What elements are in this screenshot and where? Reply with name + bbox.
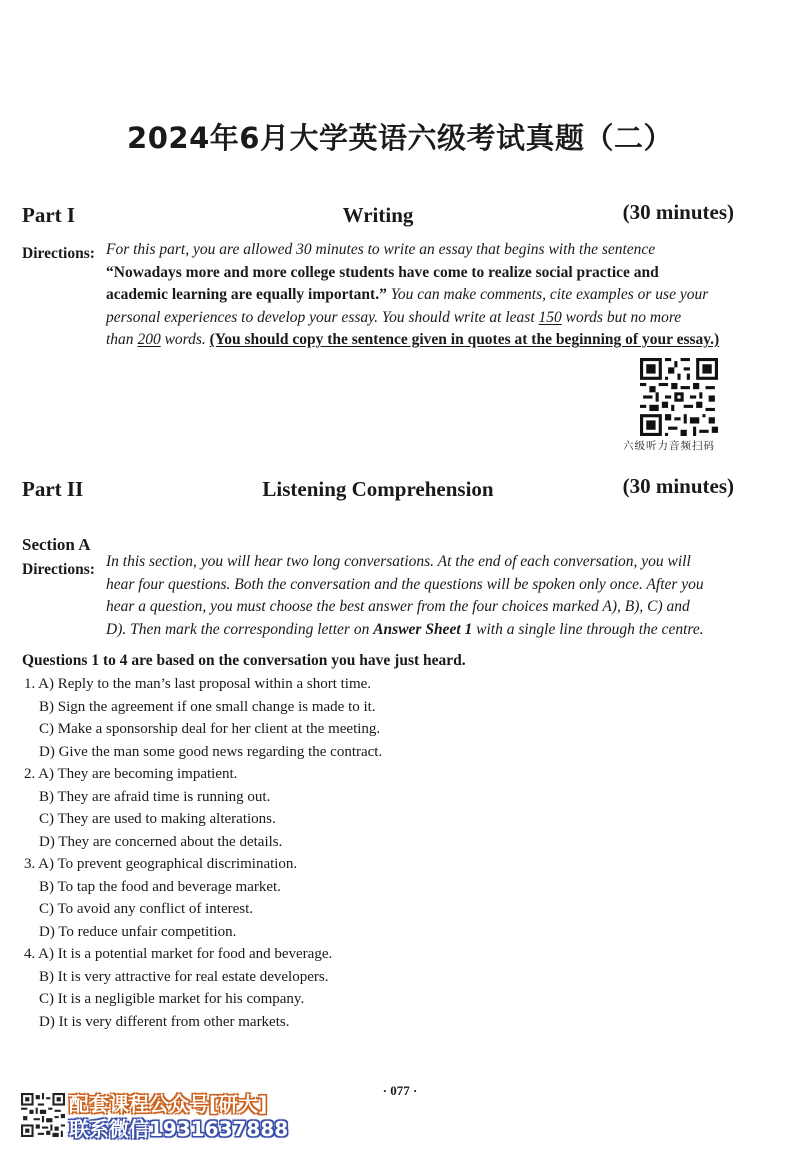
qr-caption: 六级听力音频扫码	[623, 440, 715, 452]
section-a-heading: Section A	[22, 535, 91, 554]
question-list	[24, 673, 724, 1033]
part2-time: (30 minutes)	[622, 474, 734, 498]
q1-option-d: D) Give the man some good news regarding the contract.	[39, 743, 383, 760]
watermark-line2: 联系微信1931637888	[69, 1117, 289, 1141]
q2-option-b: B) They are afraid time is running out.	[39, 788, 271, 805]
part1-dir-line2: “Nowadays more and more college students have come to realize social practice and	[106, 263, 659, 281]
q4-option-d: D) It is very different from other markets.	[39, 1013, 290, 1030]
q4-option-c: C) It is a negligible market for his company.	[39, 991, 305, 1007]
question-4	[24, 943, 724, 1033]
part1-name: Writing	[342, 203, 414, 227]
part1-header	[22, 200, 734, 233]
answer-sheet-ref: Answer Sheet 1	[373, 620, 473, 638]
min-words: 150	[538, 308, 562, 326]
question-3	[24, 853, 724, 943]
part2-header	[22, 474, 734, 507]
part1-dir-line3-bold: academic learning are equally important.”	[106, 286, 387, 303]
question-1	[24, 673, 724, 763]
q3-option-a: 3. A) To prevent geographical discrimination.	[24, 856, 298, 872]
part1-dir-line4-post: words but no more	[561, 308, 682, 326]
part1-dir-line5-pre: than	[106, 331, 138, 348]
part2-dir-line4-pre: D). Then mark the corresponding letter on	[106, 620, 374, 638]
q1-option-c: C) Make a sponsorship deal for her client at the meeting.	[39, 721, 381, 737]
part1-dir-line3-rest: You can make comments, cite examples or use your	[386, 286, 709, 303]
q4-option-a: 4. A) It is a potential market for food and beverage.	[24, 946, 333, 962]
part1-directions	[106, 239, 736, 352]
q3-option-d: D) To reduce unfair competition.	[39, 923, 237, 940]
q4-option-b: B) It is very attractive for real estate developers.	[39, 968, 329, 985]
part1-dir-line5-mid: words.	[160, 331, 210, 348]
max-words: 200	[137, 331, 161, 348]
part1-label: Part I	[22, 203, 76, 227]
part1-dir-line1: For this part, you are allowed 30 minutes to write an essay that begins with the sentence	[106, 241, 656, 258]
part2-dir-line2: hear four questions. Both the conversation and the questions will be spoken only once. After you	[106, 575, 704, 593]
page-title: 2024年6月大学英语六级考试真题（二）	[127, 121, 673, 155]
part2-label: Part II	[22, 477, 84, 501]
q2-option-c: C) They are used to making alterations.	[39, 811, 276, 827]
page-number: · 077 ·	[382, 1083, 418, 1098]
q1-option-a: 1. A) Reply to the man’s last proposal within a short time.	[24, 676, 372, 692]
part2-directions-label: Directions:	[22, 561, 95, 578]
copy-instruction: (You should copy the sentence given in quotes at the beginning of your essay.)	[209, 331, 720, 348]
part1-directions-label: Directions:	[22, 245, 95, 262]
qr-code-icon[interactable]	[640, 358, 718, 436]
q2-option-d: D) They are concerned about the details.	[39, 833, 283, 850]
q1-option-b: B) Sign the agreement if one small change is made to it.	[39, 698, 376, 715]
part2-dir-line1: In this section, you will hear two long conversations. At the end of each conversation, you will	[106, 553, 691, 570]
part2-directions	[106, 551, 741, 641]
part1-time: (30 minutes)	[622, 200, 734, 224]
question-2	[24, 763, 724, 853]
part1-dir-line4-pre: personal experiences to develop your essay. You should write at least	[106, 308, 539, 326]
part2-dir-line3: hear a question, you must choose the best answer from the four choices marked A), B), C) and	[106, 598, 690, 615]
part2-name: Listening Comprehension	[262, 477, 494, 501]
watermark-qr-icon[interactable]	[21, 1093, 65, 1137]
part2-dir-line4-post: with a single line through the centre.	[472, 620, 704, 638]
q3-option-b: B) To tap the food and beverage market.	[39, 878, 281, 895]
watermark-line1: 配套课程公众号[研大]	[69, 1092, 268, 1116]
questions-heading: Questions 1 to 4 are based on the conversation you have just heard.	[22, 652, 466, 669]
q2-option-a: 2. A) They are becoming impatient.	[24, 766, 238, 782]
q3-option-c: C) To avoid any conflict of interest.	[39, 901, 254, 917]
